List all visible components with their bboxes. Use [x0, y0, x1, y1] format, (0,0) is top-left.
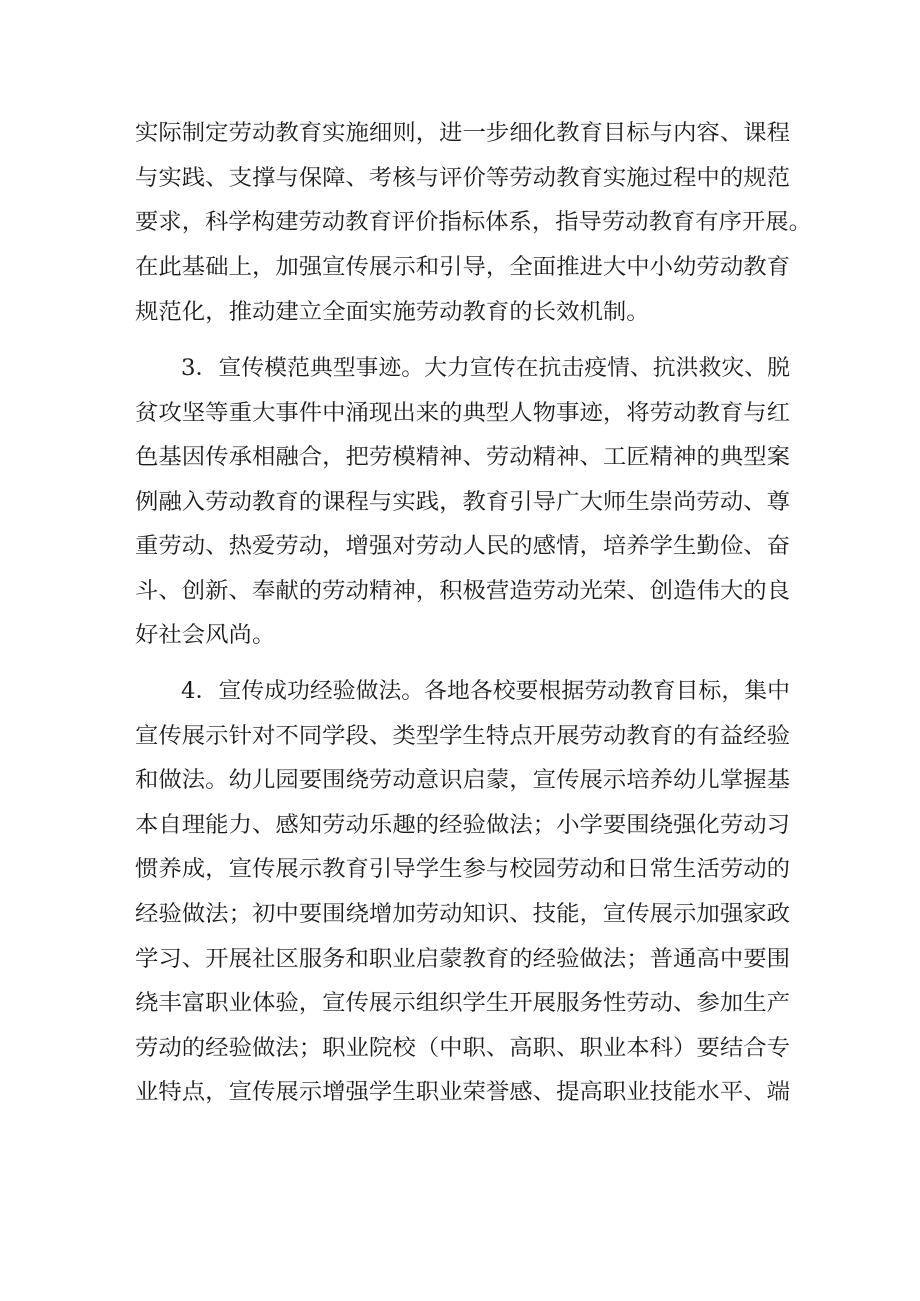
text-line: 斗、创新、奉献的劳动精神，积极营造劳动光荣、创造伟大的良: [135, 579, 791, 604]
text-line: 4．宣传成功经验做法。各地各校要根据劳动教育目标，集中: [181, 679, 790, 704]
text-line: 和做法。幼儿园要围绕劳动意识启蒙，宣传展示培养幼儿掌握基: [135, 768, 791, 793]
text-line: 与实践、支撑与保障、考核与评价等劳动教育实施过程中的规范: [135, 166, 791, 191]
text-line: 绕丰富职业体验，宣传展示组织学生开展服务性劳动、参加生产: [135, 991, 791, 1016]
text-line: 宣传展示针对不同学段、类型学生特点开展劳动教育的有益经验: [135, 724, 791, 749]
text-line: 劳动的经验做法；职业院校（中职、高职、职业本科）要结合专: [135, 1036, 791, 1061]
text-line: 贫攻坚等重大事件中涌现出来的典型人物事迹，将劳动教育与红: [135, 401, 791, 426]
text-line: 学习、开展社区服务和职业启蒙教育的经验做法；普通高中要围: [135, 947, 791, 972]
text-line: 惯养成，宣传展示教育引导学生参与校园劳动和日常生活劳动的: [135, 857, 791, 882]
text-line: 重劳动、热爱劳动，增强对劳动人民的感情，培养学生勤俭、奋: [135, 534, 791, 559]
text-line: 规范化，推动建立全面实施劳动教育的长效机制。: [135, 300, 650, 325]
text-line: 业特点，宣传展示增强学生职业荣誉感、提高职业技能水平、端: [135, 1080, 791, 1105]
text-line: 色基因传承相融合，把劳模精神、劳动精神、工匠精神的典型案: [135, 445, 791, 470]
text-line: 好社会风尚。: [135, 623, 276, 648]
text-line: 要求，科学构建劳动教育评价指标体系，指导劳动教育有序开展。: [135, 210, 812, 235]
text-line: 3．宣传模范典型事迹。大力宣传在抗击疫情、抗洪救灾、脱: [181, 356, 790, 381]
text-line: 例融入劳动教育的课程与实践，教育引导广大师生崇尚劳动、尊: [135, 490, 791, 515]
text-line: 本自理能力、感知劳动乐趣的经验做法；小学要围绕强化劳动习: [135, 813, 791, 838]
text-line: 实际制定劳动教育实施细则，进一步细化教育目标与内容、课程: [135, 121, 791, 146]
text-line: 在此基础上，加强宣传展示和引导，全面推进大中小幼劳动教育: [135, 255, 791, 280]
text-line: 经验做法；初中要围绕增加劳动知识、技能，宣传展示加强家政: [135, 902, 791, 927]
